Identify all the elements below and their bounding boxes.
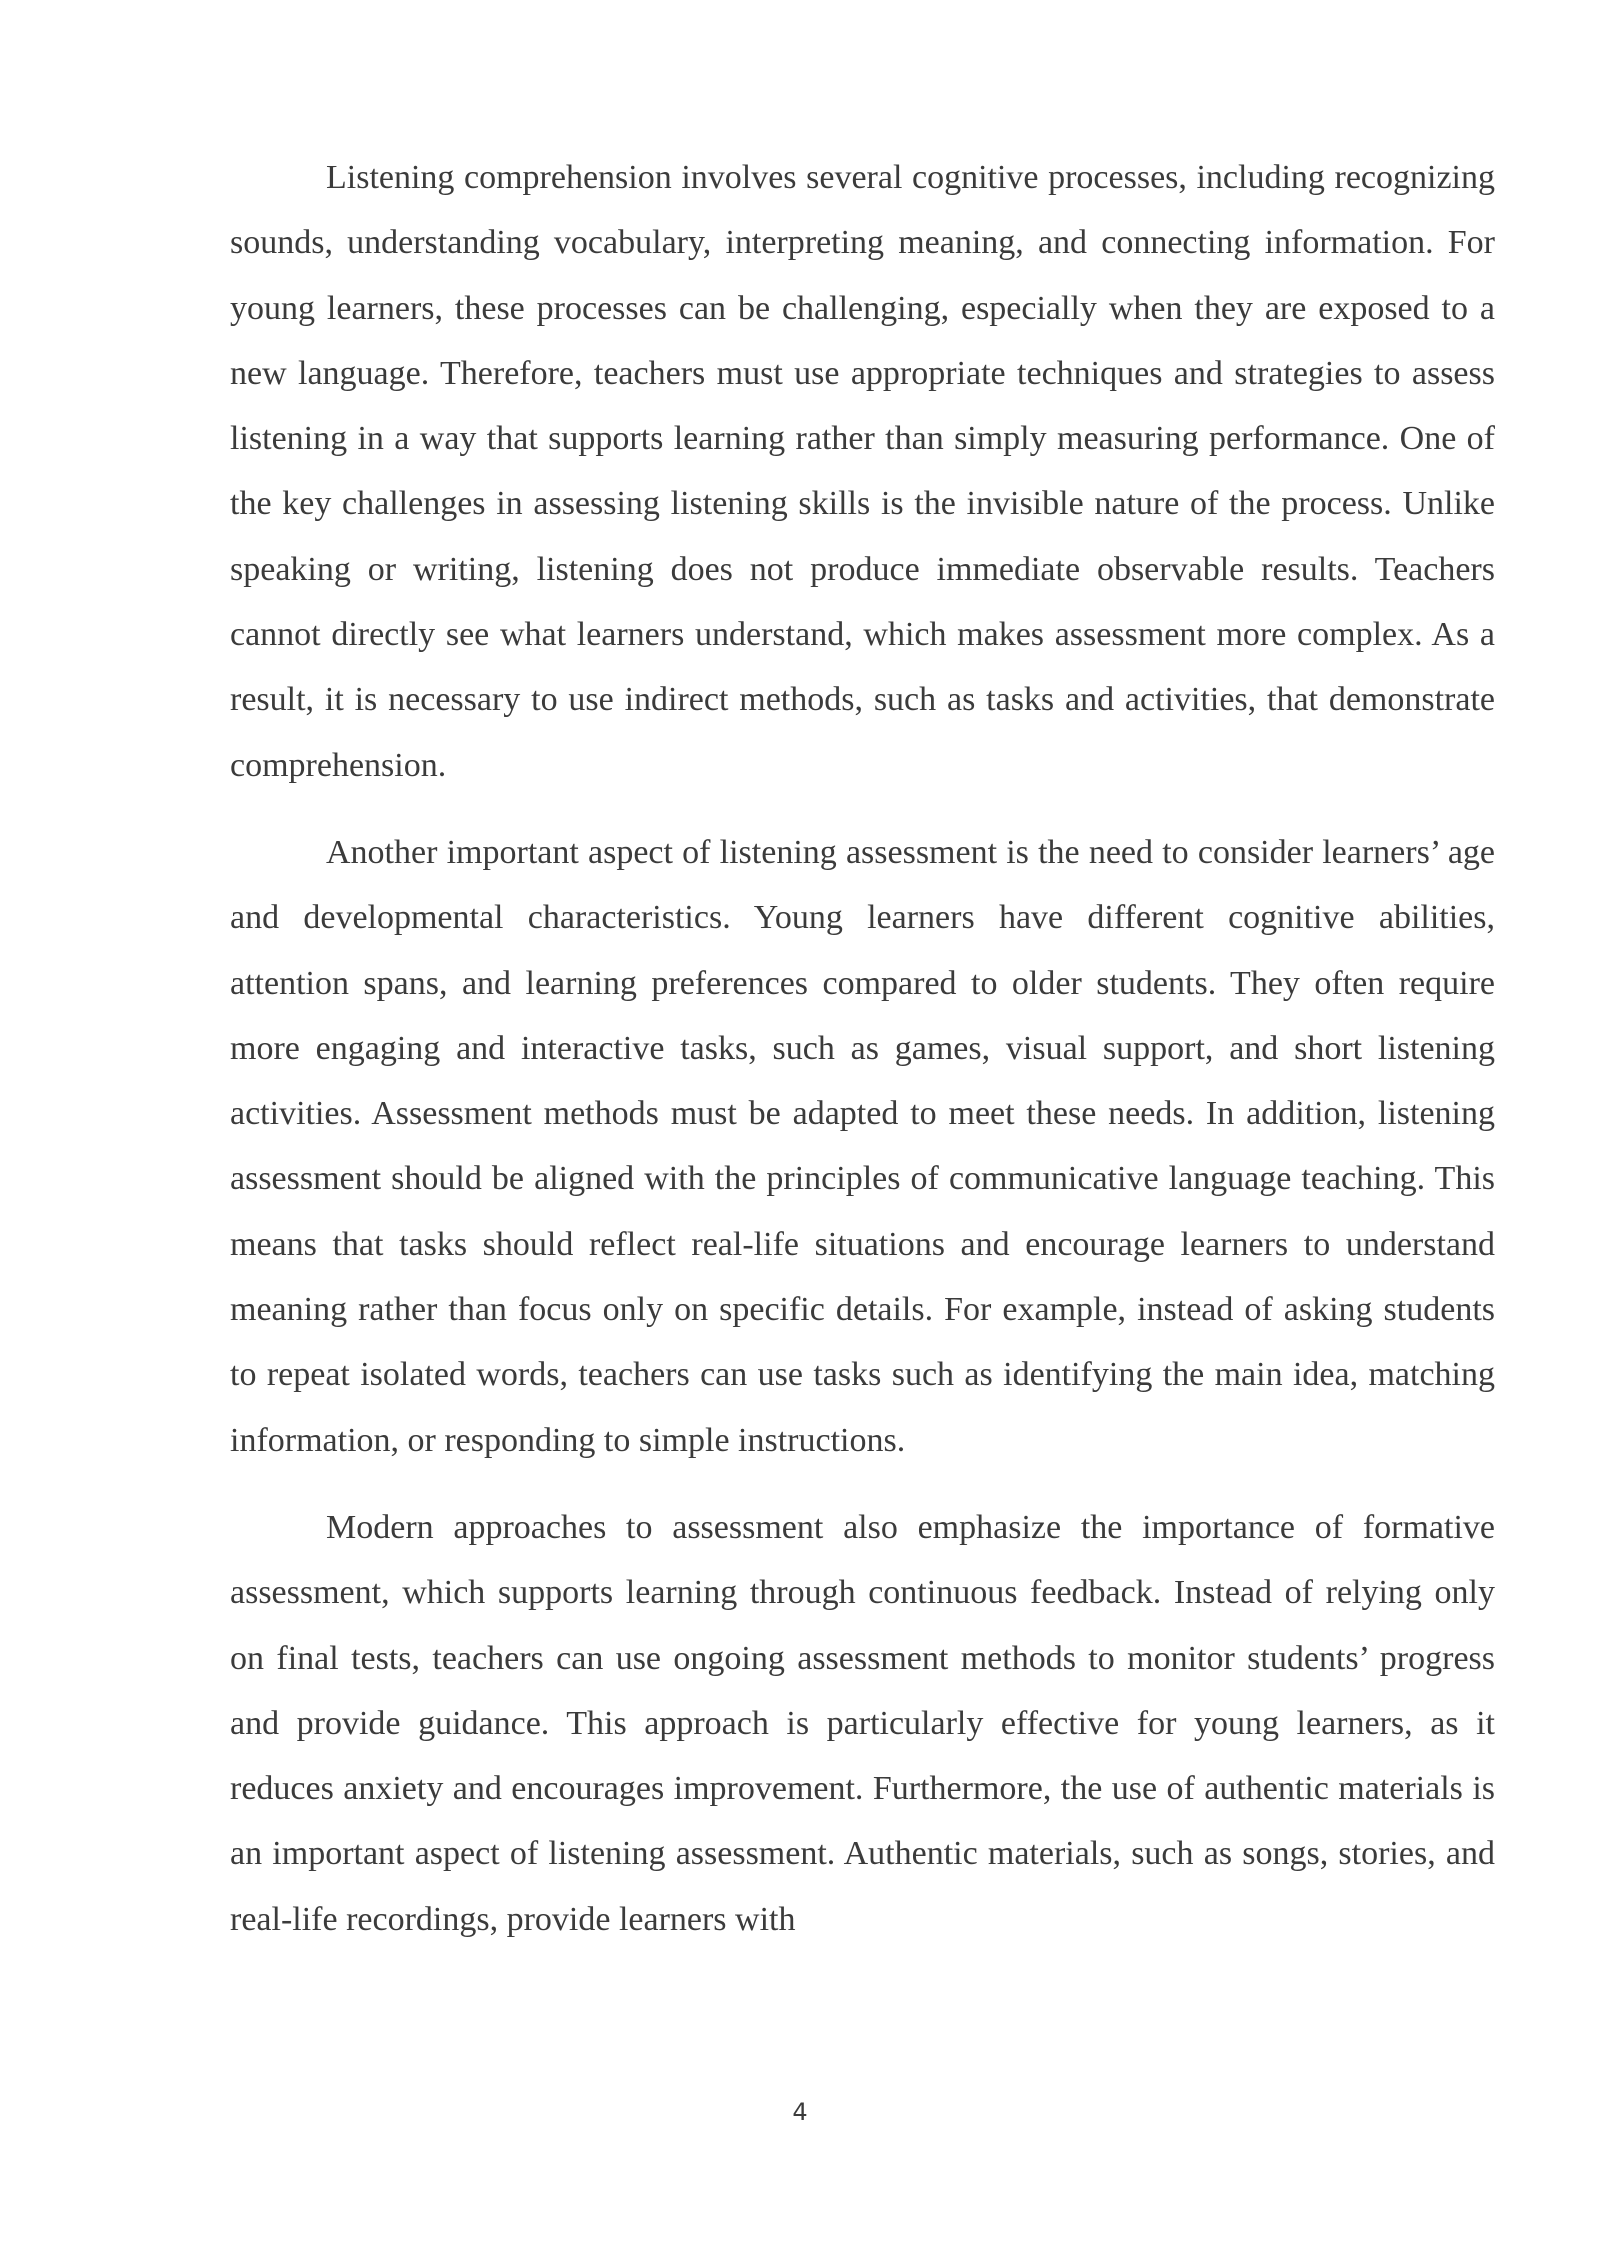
body-text [230,145,1495,1974]
paragraph-1: Listening comprehension involves several cognitive processes, including recognizing sounds, understanding vocabulary, interpreting meaning, and connecting information. For young learners, these processes can be challenging, especially when they are exposed to a new language. Therefore, teachers must use appropriate techniques and strategies to assess listening in a way that supports learning rather than simply measuring performance. One of the key challenges in assessing listening skills is the invisible nature of the process. Unlike speaking or writing, listening does not produce immediate observable results. Teachers cannot directly see what learners understand, which makes assessment more complex. As a result, it is necessary to use indirect methods, such as tasks and activities, that demonstrate comprehension. [230,159,1495,784]
paragraph-2: Another important aspect of listening assessment is the need to consider learners’ age and developmental characteristics. Young learners have different cognitive abilities, attention spans, and learning preferences compared to older students. They often require more engaging and interactive tasks, such as games, visual support, and short listening activities. Assessment methods must be adapted to meet these needs. In addition, listening assessment should be aligned with the principles of communicative language teaching. This means that tasks should reflect real-life situations and encourage learners to understand meaning rather than focus only on specific details. For example, instead of asking students to repeat isolated words, teachers can use tasks such as identifying the main idea, matching information, or responding to simple instructions. [230,833,1495,1459]
paragraph-3: Modern approaches to assessment also emphasize the importance of formative assessment, which supports learning through continuous feedback. Instead of relying only on final tests, teachers can use ongoing assessment methods to monitor students’ progress and provide guidance. This approach is particularly effective for young learners, as it reduces anxiety and encourages improvement. Furthermore, the use of authentic materials is an important aspect of listening assessment. Authentic materials, such as songs, stories, and real-life recordings, provide learners with [230,1508,1495,1938]
page-number: 4 [792,2098,808,2126]
